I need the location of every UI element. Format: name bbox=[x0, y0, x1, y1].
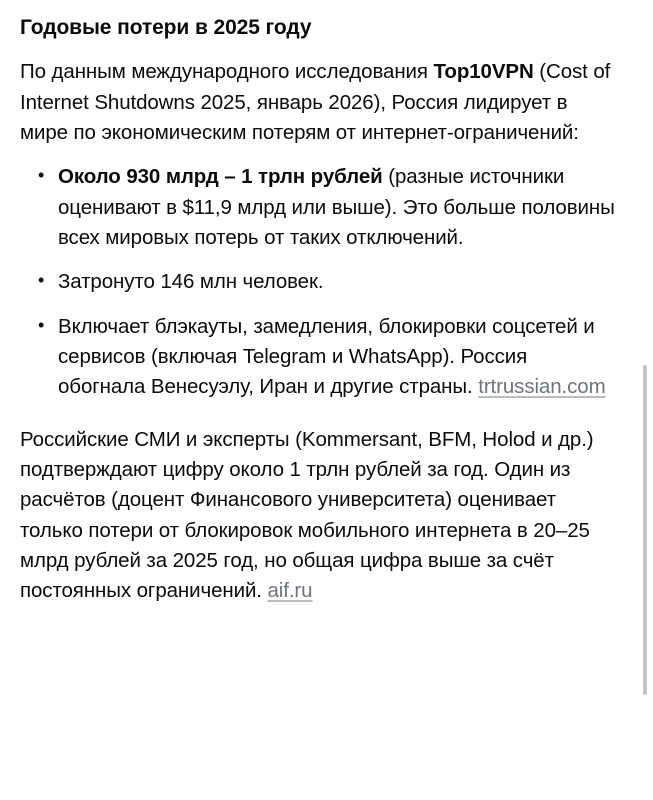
closing-text: Российские СМИ и эксперты (Kommersant, BFM, Holod и др.) подтверждают цифру около 1 трлн рублей за год. Один из расчётов (доцент Финансового университета) оценивает только потери от блокировок мобильного интернета в 20–25 млрд рублей за 2025 год, но общая цифра выше за счёт постоянных ограничений. bbox=[20, 427, 594, 603]
bullet-0-text: (разные источники оценивают в $11,9 млрд или выше). Это больше половины всех мировых потерь от таких отключений. bbox=[58, 165, 615, 249]
bullet-0-highlight: Около 930 млрд – 1 трлн рублей bbox=[58, 165, 383, 189]
closing-paragraph bbox=[20, 425, 619, 607]
intro-text-after: (Cost of Internet Shutdowns 2025, январь 2026), Россия лидирует в мире по экономическим потерям от интернет-ограничений: bbox=[20, 60, 611, 144]
intro-paragraph bbox=[20, 57, 619, 148]
page-title: Годовые потери в 2025 году bbox=[20, 16, 312, 39]
bullet-1-text: Затронуто 146 млн человек. bbox=[58, 270, 324, 294]
bullet-2-text: Включает блэкауты, замедления, блокировки соцсетей и сервисов (включая Telegram и WhatsApp). Россия обогнала Венесуэлу, Иран и другие страны. bbox=[58, 314, 595, 399]
scrollbar-thumb[interactable] bbox=[643, 365, 647, 695]
source-link-trtrussian[interactable]: trtrussian.com bbox=[478, 375, 606, 399]
source-link-aif[interactable]: aif.ru bbox=[267, 579, 313, 603]
intro-text-before: По данным международного исследования bbox=[20, 60, 434, 84]
list-item bbox=[36, 162, 619, 253]
list-item bbox=[36, 312, 619, 403]
list-item bbox=[36, 267, 619, 297]
bullet-list bbox=[20, 162, 619, 402]
spacer bbox=[20, 417, 619, 425]
source-name: Top10VPN bbox=[433, 60, 534, 84]
